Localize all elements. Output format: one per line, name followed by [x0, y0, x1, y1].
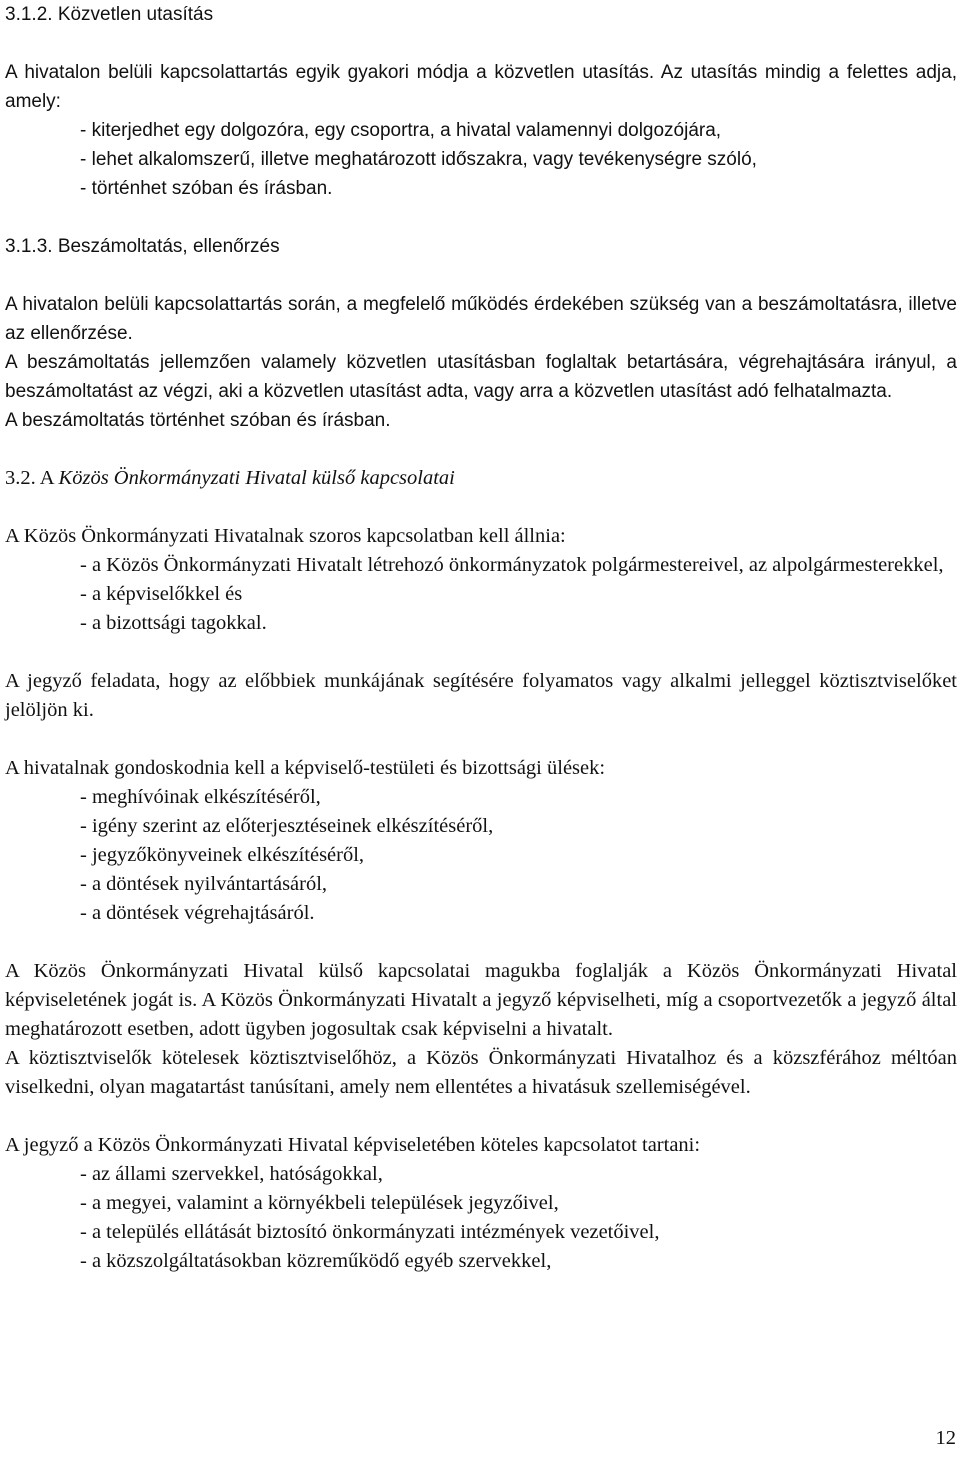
section-32-list-3	[5, 1160, 957, 1276]
page-number: 12	[935, 1427, 956, 1449]
list-item: - jegyzőkönyveinek elkészítéséről,	[80, 844, 365, 866]
list-item: - a közszolgáltatásokban közreműködő egyéb szervekkel,	[80, 1250, 552, 1272]
list-item: - a bizottsági tagokkal.	[80, 612, 267, 634]
section-312-paragraph: A hivatalon belüli kapcsolattartás egyik gyakori módja a közvetlen utasítás. Az utasítás mindig a felettes adja, amely:	[5, 62, 957, 112]
document-page	[5, 0, 957, 1276]
section-32-paragraph-3: A hivatalnak gondoskodnia kell a képviselő-testületi és bizottsági ülések:	[5, 757, 606, 779]
section-32-paragraph-4: A Közös Önkormányzati Hivatal külső kapcsolatai magukba foglalják a Közös Önkormányzati Hivatal képviseletének jogát is. A Közös Önkormányzati Hivatalt a jegyző képviselheti, míg a csoportvezetők a jegyző által meghatározott esetben, adott ügyben jogosultak csak képviselni a hivatalt.	[5, 960, 957, 1040]
list-item: - a képviselőkkel és	[80, 583, 243, 605]
list-item: - történhet szóban és írásban.	[80, 178, 333, 199]
section-heading-313: 3.1.3. Beszámoltatás, ellenőrzés	[5, 236, 280, 257]
section-heading-312: 3.1.2. Közvetlen utasítás	[5, 4, 214, 25]
list-item: - a település ellátását biztosító önkormányzati intézmények vezetőivel,	[80, 1221, 660, 1243]
list-item: - az állami szervekkel, hatóságokkal,	[80, 1163, 383, 1185]
list-item: - a döntések végrehajtásáról.	[80, 902, 315, 924]
list-item: - igény szerint az előterjesztéseinek elkészítéséről,	[80, 815, 494, 837]
section-313-paragraph-3: A beszámoltatás történhet szóban és írásban.	[5, 410, 391, 431]
list-item: - a megyei, valamint a környékbeli települések jegyzőivel,	[80, 1192, 559, 1214]
section-32-paragraph-1: A Közös Önkormányzati Hivatalnak szoros kapcsolatban kell állnia:	[5, 525, 566, 547]
section-32-paragraph-2: A jegyző feladata, hogy az előbbiek munkájának segítésére folyamatos vagy alkalmi jelleggel köztisztviselőket jelöljön ki.	[5, 670, 957, 721]
section-32-paragraph-6: A jegyző a Közös Önkormányzati Hivatal képviseletében köteles kapcsolatot tartani:	[5, 1134, 701, 1156]
list-item: - kiterjedhet egy dolgozóra, egy csoportra, a hivatal valamennyi dolgozójára,	[80, 120, 722, 141]
list-item: - a Közös Önkormányzati Hivatalt létrehozó önkormányzatok polgármestereivel, az alpolgármesterekkel,	[80, 554, 944, 576]
section-32-list-2	[5, 783, 957, 928]
list-item: - lehet alkalomszerű, illetve meghatározott időszakra, vagy tevékenységre szóló,	[80, 149, 757, 170]
section-32-list-1	[5, 551, 957, 638]
section-32-title: Közös Önkormányzati Hivatal külső kapcsolatai	[58, 467, 455, 489]
list-item: - a döntések nyilvántartásáról,	[80, 873, 328, 895]
list-item: - meghívóinak elkészítéséről,	[80, 786, 321, 808]
section-32-number: 3.2. A	[5, 467, 59, 489]
section-313-paragraph-2: A beszámoltatás jellemzően valamely közvetlen utasításban foglaltak betartására, végrehajtására irányul, a beszámoltatást az végzi, aki a közvetlen utasítást adta, vagy arra a közvetlen utasítást adó felhatalmazta.	[5, 352, 957, 402]
section-heading-32	[5, 464, 957, 493]
section-313-paragraph-1: A hivatalon belüli kapcsolattartás során, a megfelelő működés érdekében szükség van a beszámoltatásra, illetve az ellenőrzése.	[5, 294, 957, 344]
section-312-list	[5, 116, 957, 203]
section-32-paragraph-5: A köztisztviselők kötelesek köztisztviselőhöz, a Közös Önkormányzati Hivatalhoz és a közszférához méltóan viselkedni, olyan magatartást tanúsítani, amely nem ellentétes a hivatásuk szellemiségével.	[5, 1047, 957, 1098]
